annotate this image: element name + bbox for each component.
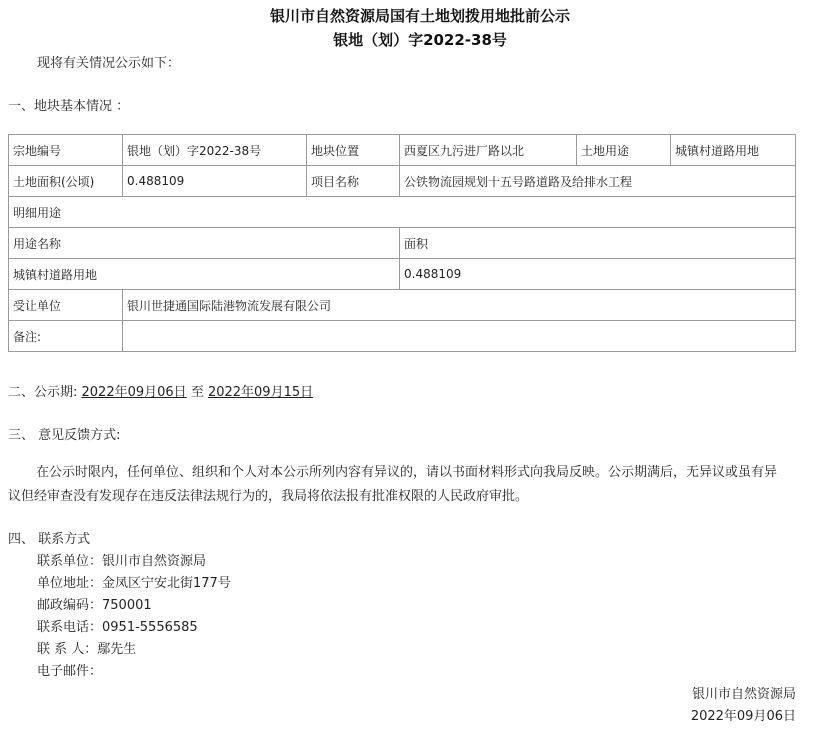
contact-email: 电子邮件： bbox=[37, 664, 103, 679]
use-name-header: 用途名称 bbox=[9, 228, 400, 259]
intro-text: 现将有关情况公示如下： bbox=[37, 56, 181, 71]
contact-address: 单位地址：金凤区宁安北街177号 bbox=[37, 576, 231, 591]
use-area-value: 0.488109 bbox=[400, 259, 796, 290]
use-area-header: 面积 bbox=[400, 228, 796, 259]
land-use-label: 土地用途 bbox=[577, 135, 671, 166]
table-row bbox=[9, 135, 796, 166]
table-row bbox=[9, 290, 796, 321]
project-name-value: 公铁物流园规划十五号路道路及给排水工程 bbox=[400, 166, 796, 197]
grantee-value: 银川世捷通国际陆港物流发展有限公司 bbox=[123, 290, 796, 321]
doc-title: 银川市自然资源局国有土地划拨用地批前公示 bbox=[269, 7, 570, 25]
period-line bbox=[8, 381, 313, 400]
table-row bbox=[9, 321, 796, 352]
parcel-no-label: 宗地编号 bbox=[9, 135, 123, 166]
land-info-table bbox=[8, 134, 796, 352]
grantee-label: 受让单位 bbox=[9, 290, 123, 321]
signature-org: 银川市自然资源局 bbox=[691, 687, 796, 702]
period-label: 二、公示期: bbox=[8, 385, 82, 400]
feedback-heading: 三、 意见反馈方式: bbox=[8, 428, 121, 443]
doc-subtitle: 银地（划）字2022-38号 bbox=[333, 31, 507, 49]
location-value: 西夏区九污进厂路以北 bbox=[400, 135, 577, 166]
feedback-body: 在公示时限内，任何单位、组织和个人对本公示所列内容有异议的，请以书面材料形式向我局反映。公示期满后，无异议或虽有异议但经审查没有发现存在违反法律法规行为的，我局将依法报有批准权限的人民政府审批。 bbox=[8, 465, 778, 504]
project-name-label: 项目名称 bbox=[307, 166, 400, 197]
period-sep: 至 bbox=[186, 385, 208, 400]
period-end: 2022年09月15日 bbox=[207, 385, 314, 400]
land-use-value: 城镇村道路用地 bbox=[671, 135, 796, 166]
period-start: 2022年09月06日 bbox=[81, 385, 187, 400]
parcel-no-value: 银地（划）字2022-38号 bbox=[123, 135, 307, 166]
area-label: 土地面积(公顷) bbox=[9, 166, 123, 197]
detail-use-heading: 明细用途 bbox=[9, 197, 796, 228]
contact-postcode: 邮政编码：750001 bbox=[37, 598, 152, 613]
contact-unit: 联系单位：银川市自然资源局 bbox=[37, 554, 207, 569]
table-row bbox=[9, 197, 796, 228]
signature-date: 2022年09月06日 bbox=[690, 709, 796, 724]
table-row bbox=[9, 259, 796, 290]
contact-phone: 联系电话：0951-5556585 bbox=[37, 620, 198, 635]
area-value: 0.488109 bbox=[123, 166, 307, 197]
location-label: 地块位置 bbox=[307, 135, 400, 166]
table-row bbox=[9, 166, 796, 197]
use-name-value: 城镇村道路用地 bbox=[9, 259, 400, 290]
remarks-label: 备注: bbox=[9, 321, 123, 352]
contact-heading: 四、 联系方式 bbox=[8, 532, 91, 547]
section-1-heading: 一、地块基本情况 ： bbox=[8, 99, 130, 114]
table-row bbox=[9, 228, 796, 259]
contact-person: 联 系 人：鄢先生 bbox=[37, 642, 137, 657]
remarks-value bbox=[123, 321, 796, 352]
